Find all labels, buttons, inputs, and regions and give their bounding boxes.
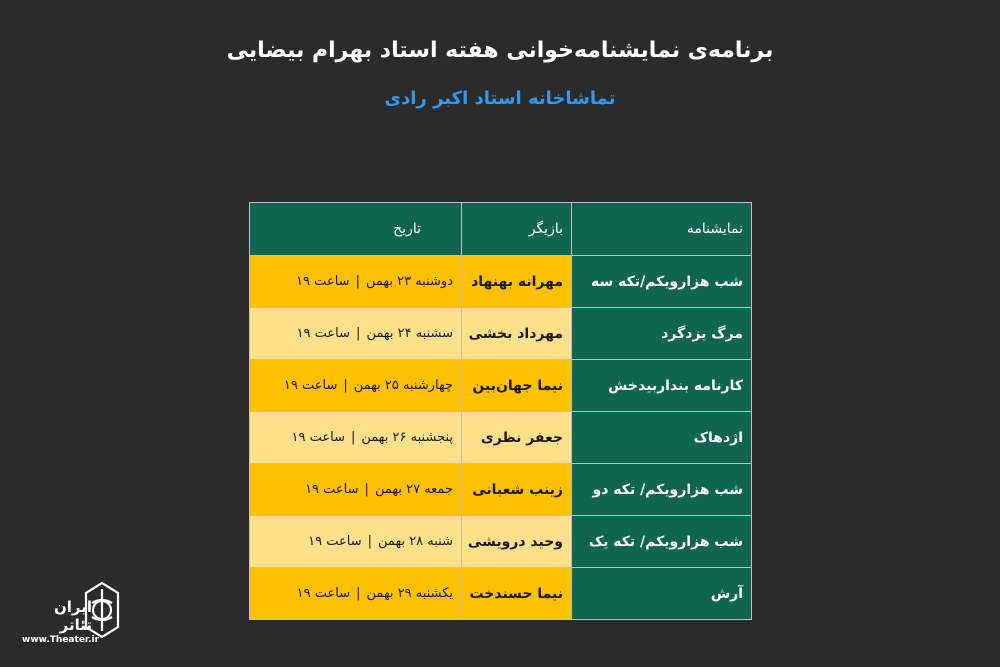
table-row <box>250 568 752 620</box>
logo-name: ایران تئاتر <box>53 598 92 634</box>
actor-cell: نیما حسندخت <box>462 568 572 620</box>
play-cell: مرگ یزدگرد <box>572 308 752 360</box>
date-day: سشنبه ۲۴ بهمن <box>366 326 453 341</box>
date-separator: | <box>356 326 361 341</box>
date-cell <box>250 308 462 360</box>
actor-cell: نیما جهان‌بین <box>462 360 572 412</box>
date-cell <box>250 516 462 568</box>
actor-cell: مهرداد بخشی <box>462 308 572 360</box>
date-separator: | <box>351 430 356 445</box>
schedule-table <box>249 202 752 620</box>
table-row <box>250 412 752 464</box>
date-cell <box>250 360 462 412</box>
play-cell: آرش <box>572 568 752 620</box>
column-header-date <box>250 203 462 256</box>
date-separator: | <box>356 586 361 601</box>
date-cell <box>250 256 462 308</box>
actor-cell: مهرانه بهنهاد <box>462 256 572 308</box>
table-row <box>250 308 752 360</box>
table-row <box>250 360 752 412</box>
table-header-row <box>250 203 752 256</box>
play-cell: شب هزارویکم/ تکه دو <box>572 464 752 516</box>
play-cell: شب هزارویکم/تکه سه <box>572 256 752 308</box>
table-row <box>250 256 752 308</box>
date-cell <box>250 568 462 620</box>
date-separator: | <box>343 378 348 393</box>
column-header-actor: بازیگر <box>462 203 572 256</box>
date-day: جمعه ۲۷ بهمن <box>374 482 453 497</box>
play-cell: شب هزارویکم/ تکه یک <box>572 516 752 568</box>
date-separator: | <box>355 274 360 289</box>
column-header-play: نمایشنامه <box>572 203 752 256</box>
date-day: چهارشنبه ۲۵ بهمن <box>353 378 453 393</box>
date-time: ساعت ۱۹ <box>283 378 338 393</box>
date-separator: | <box>367 534 373 549</box>
play-cell: کارنامه بنداربیدخش <box>572 360 752 412</box>
date-separator: | <box>364 482 369 497</box>
actor-cell: وحید درویشی <box>462 516 572 568</box>
date-cell <box>250 412 462 464</box>
table-row <box>250 516 752 568</box>
date-time: ساعت ۱۹ <box>296 586 351 601</box>
actor-cell: جعفر نظری <box>462 412 572 464</box>
date-time: ساعت ۱۹ <box>305 482 359 497</box>
date-day: دوشنبه ۲۳ بهمن <box>365 274 453 289</box>
venue-subtitle: تماشاخانه استاد اکبر رادی <box>384 88 616 109</box>
table-row <box>250 464 752 516</box>
date-time: ساعت ۱۹ <box>308 534 362 549</box>
actor-cell: زینب شعبانی <box>462 464 572 516</box>
logo-url: www.Theater.ir <box>22 635 100 645</box>
date-time: ساعت ۱۹ <box>296 326 351 341</box>
date-day: پنجشنبه ۲۶ بهمن <box>361 430 453 445</box>
date-time: ساعت ۱۹ <box>291 430 345 445</box>
column-header-date-label: تاریخ <box>393 221 421 237</box>
date-time: ساعت ۱۹ <box>296 274 350 289</box>
date-day: یکشنبه ۲۹ بهمن <box>366 586 453 601</box>
date-day: شنبه ۲۸ بهمن <box>378 534 453 549</box>
play-cell: اژدهاک <box>572 412 752 464</box>
date-cell <box>250 464 462 516</box>
page-title: برنامه‌ی نمایشنامه‌خوانی هفته استاد بهرام بیضایی <box>226 38 774 63</box>
